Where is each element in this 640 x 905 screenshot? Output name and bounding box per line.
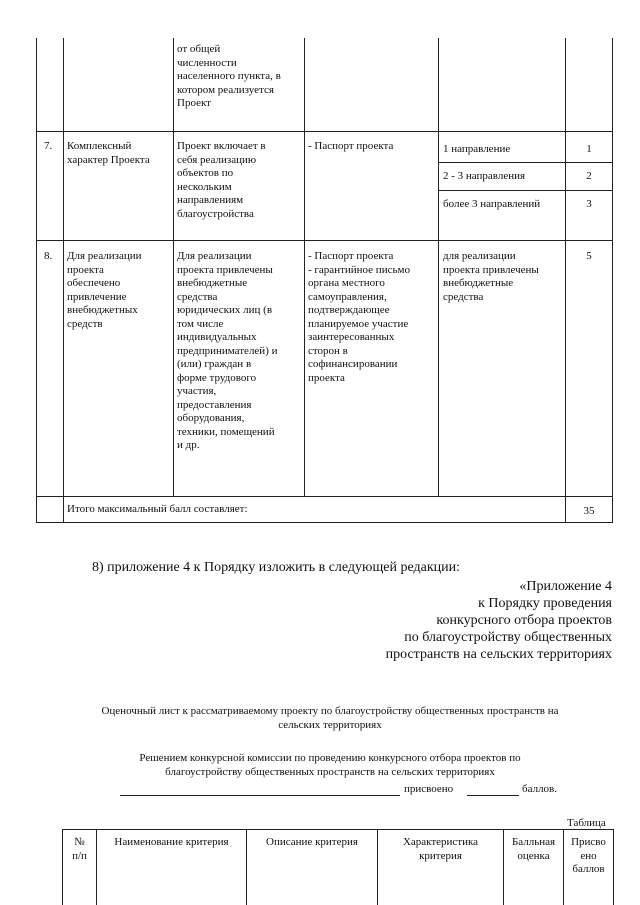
form-title <box>40 705 620 732</box>
row-number: 7. <box>44 140 53 152</box>
appendix-heading-line: к Порядку проведения <box>478 596 612 611</box>
header-criterion-name: Наименование критерия <box>114 836 229 848</box>
header-score: Балльная оценка <box>511 836 556 862</box>
row-number: 8. <box>44 250 53 262</box>
decision-line: благоустройству общественных пространств на сельских территориях <box>165 765 495 778</box>
characteristic-item: 1 направление <box>443 143 511 155</box>
criterion-characteristic: для реализации проекта привлечены внебюджетные средства <box>443 250 539 303</box>
appendix-heading-line: пространств на сельских территориях <box>385 647 612 662</box>
header-criterion-description: Описание критерия <box>266 836 358 848</box>
total-value: 35 <box>583 505 595 517</box>
form-title-line: сельских территориях <box>278 718 382 731</box>
blank-line <box>120 795 400 796</box>
score-value: 3 <box>586 198 592 210</box>
criterion-description: Проект включает в себя реализацию объектов по нескольким направлениям благоустройства <box>177 140 266 220</box>
criterion-name: Для реализации проекта обеспечено привлечение внебюджетных средств <box>67 250 142 330</box>
form-title-line: Оценочный лист к рассматриваемому проекту по благоустройству общественных пространств на <box>101 705 559 717</box>
characteristic-item: более 3 направлений <box>443 198 541 210</box>
characteristic-item: 2 - 3 направления <box>443 170 526 182</box>
assigned-label: присвоено <box>404 783 454 795</box>
blank-line <box>467 795 519 796</box>
criterion-description: Для реализации проекта привлечены внебюджетные средства юридических лиц (в том числе индивидуальных предпринимателей) и (или) граждан в форме трудового участия, предоставления оборудования, техники, помещений и др. <box>177 250 278 451</box>
header-number: № п/п <box>72 836 87 862</box>
decision-text <box>40 752 620 779</box>
criterion-documents: - Паспорт проекта - гарантийное письмо органа местного самоуправления, подтверждающее планируемое участие заинтересованных сторон в софинансировании проекта <box>308 250 410 384</box>
appendix-heading-line: по благоустройству общественных <box>404 630 612 645</box>
amendment-text: 8) приложение 4 к Порядку изложить в следующей редакции: <box>92 560 461 575</box>
appendix-heading <box>252 578 612 663</box>
cont-description: от общей численности населенного пункта, в котором реализуется Проект <box>177 43 281 109</box>
score-value: 2 <box>586 170 592 182</box>
header-assigned-points: Присво ено баллов <box>571 836 606 875</box>
criterion-name: Комплексный характер Проекта <box>67 140 150 166</box>
score-value: 5 <box>586 250 592 262</box>
appendix-heading-line: «Приложение 4 <box>519 579 612 594</box>
table-label: Таблица <box>567 817 606 829</box>
header-criterion-characteristic: Характеристика критерия <box>402 836 479 862</box>
score-value: 1 <box>586 143 592 155</box>
criterion-documents: - Паспорт проекта <box>308 140 394 152</box>
total-label: Итого максимальный балл составляет: <box>67 503 248 515</box>
decision-line: Решением конкурсной комиссии по проведению конкурсного отбора проектов по <box>139 752 521 764</box>
points-label: баллов. <box>522 783 557 795</box>
appendix-heading-line: конкурсного отбора проектов <box>436 613 612 628</box>
